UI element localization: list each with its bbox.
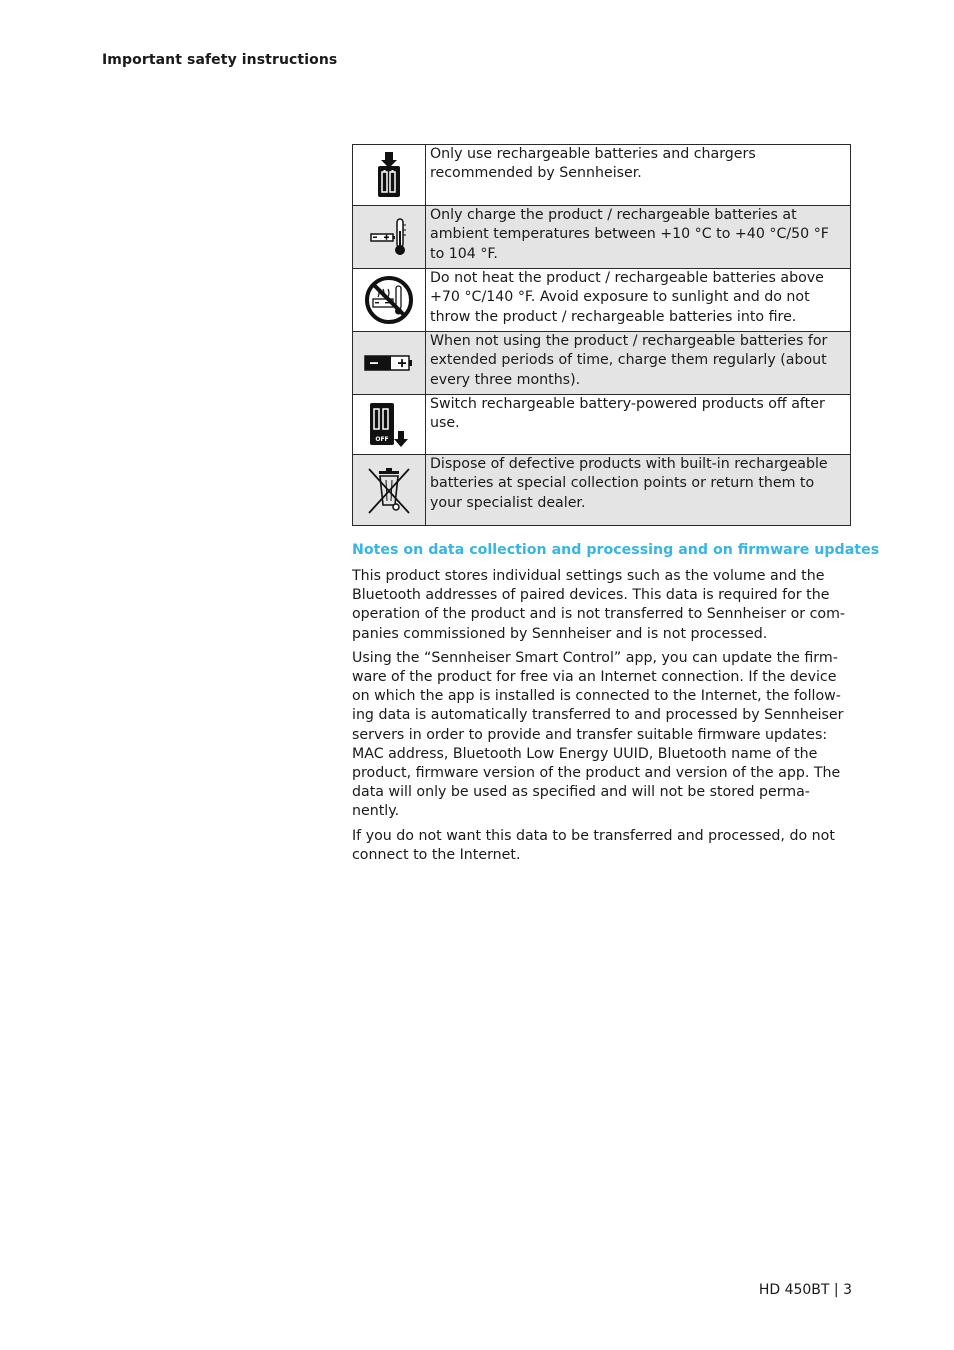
icon-cell xyxy=(353,395,426,455)
product-name: HD 450BT xyxy=(758,1282,830,1298)
row-text: Dispose of defective products with built-in rechargeable batteries at special collection points or return them to your specialist dealer. xyxy=(426,455,851,526)
battery-thermometer-icon xyxy=(369,217,409,257)
table-row xyxy=(353,145,851,206)
row-text: When not using the product / rechargeable batteries for extended periods of time, charge them regularly (about every three months). xyxy=(426,332,851,395)
crossed-bin-icon xyxy=(365,465,413,515)
icon-cell xyxy=(353,332,426,395)
paragraph: This product stores individual settings such as the volume and the Bluetooth addresses of paired devices. This data is required for the operation of the product and is not transferred to Sennheiser or com-panies commissioned by Sennheiser and is not processed. xyxy=(352,568,846,642)
row-text: Only charge the product / rechargeable batteries at ambient temperatures between +10 °C to +40 °C/50 °F to 104 °F. xyxy=(426,206,851,269)
data-collection-section xyxy=(352,541,880,870)
battery-charge-regularly-icon xyxy=(364,354,414,372)
paragraph: Using the “Sennheiser Smart Control” app, you can update the firm-ware of the product for free via an Internet connection. If the device on which the app is installed is connected to the Internet, the follow-ing data is automatically transferred to and processed by Sennheiser servers in order to provide and transfer suitable firmware updates: MAC address, Bluetooth Low Energy UUID, Bluetooth name of the product, firmware version of the product and version of the app. The data will only be used as specified and will not be stored perma-nently. xyxy=(352,649,844,820)
running-header: Important safety instructions xyxy=(102,52,338,68)
no-heat-icon xyxy=(364,275,414,325)
icon-cell xyxy=(353,145,426,206)
section-heading: Notes on data collection and processing and on firmware updates xyxy=(352,542,880,558)
table-row xyxy=(353,455,851,526)
page-number: 3 xyxy=(843,1282,852,1298)
paragraph: If you do not want this data to be transferred and processed, do not connect to the Internet. xyxy=(352,827,835,863)
table-row xyxy=(353,332,851,395)
off-label: OFF xyxy=(375,435,389,443)
table-row xyxy=(353,395,851,455)
row-text: Only use rechargeable batteries and chargers recommended by Sennheiser. xyxy=(426,145,851,206)
table-row xyxy=(353,206,851,269)
icon-cell xyxy=(353,455,426,526)
battery-charger-icon xyxy=(375,152,403,198)
table-row xyxy=(353,269,851,332)
row-text: Do not heat the product / rechargeable batteries above +70 °C/140 °F. Avoid exposure to sunlight and do not throw the product / rechargeable batteries into fire. xyxy=(426,269,851,332)
icon-cell xyxy=(353,206,426,269)
page-footer xyxy=(759,1282,852,1298)
footer-separator: | xyxy=(833,1282,839,1298)
switch-off-icon xyxy=(368,401,410,449)
safety-table xyxy=(352,144,851,526)
row-text: Switch rechargeable battery-powered products off after use. xyxy=(426,395,851,455)
icon-cell xyxy=(353,269,426,332)
